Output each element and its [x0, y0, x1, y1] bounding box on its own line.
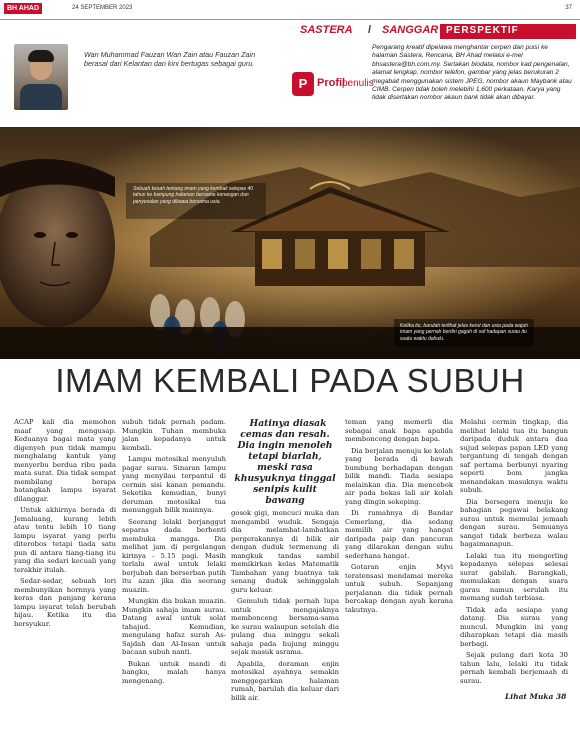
article-paragraph: Di rumahnya di Bandar Cemerlang, dia sedang memilih air yang hangat daripada paip dan pancuran yang dilarakan dengan suhu sederhana hangat.	[345, 509, 453, 560]
author-bio: Wan Muhammad Fauzan Wan Zain atau Fauzan Zain berasal dari Kelantan dan kini bertugas sebagai guru.	[84, 50, 256, 68]
section-separator: /	[368, 24, 372, 36]
newspaper-logo: BH AHAD	[4, 3, 42, 14]
article-column-5	[460, 418, 568, 688]
article-paragraph: Untuk akhirnya berada di Jemaluang, kurang lebih atau tentu lebih 10 tiang lampu isyarat yang perlu diterobos tetapi tiada satu pun di antara tiang-tiang itu yang dia sedari kecuali yang terakhir itulah.	[14, 506, 116, 574]
section-header	[300, 24, 575, 40]
article-paragraph: Melalui cermin tingkap, dia melihat lelaki tua itu bangun daripada duduk antara dua sujud selepas papan LED yang tergantung di tengah dengan saf pertama berbunyi nyaring seperti bom jangka menandakan masuknya waktu subuh.	[460, 418, 568, 494]
submission-guidelines: Pengarang kreatif dipelawa menghantar cerpen dan puisi ke halaman Sastera, Rencana, BH Ahad melalui e-mel bhsastera@bh.com.my. Sertakan biodata, nombor kad pengenalan, alamat lengkap, nombor telefon, gambar yang jelas berukuran 2 megabait menggunakan sistem JPEG, nombor akaun Maybank atau CIMB. Cerpen tidak boleh melebihi 1,600 perkataan. Karya yang tidak disertakan nombor akaun bank tidak akan dibayar.	[372, 44, 572, 102]
article-column-1	[14, 418, 116, 631]
article-paragraph: Lelaki tua itu mengerling kepadanya selepas selesai surat gabilah. Barangkali, memulakan dengan suara garau namun serulah itu memang sudah terbiasa.	[460, 551, 568, 602]
section-label-perspektif: PERSPEKTIF	[440, 24, 576, 39]
article-column-2	[122, 418, 226, 688]
author-photo	[14, 44, 68, 110]
article-column-3	[231, 418, 339, 705]
penulis-label: penulis	[342, 78, 374, 89]
masthead-bar	[0, 0, 580, 20]
section-title: SASTERA	[300, 24, 353, 36]
article-paragraph: Sejak pulang dari kota 30 tahun lalu, lelaki itu tidak pernah kembali berjemaah di surau.	[460, 651, 568, 685]
hero-caption-bottom: Ketika itu, barulah terlihat jelas kerut dan usia pada wajah imam yang pernah berdiri gagah di saf hadapan surau itu suatu waktu dahulu.	[400, 323, 528, 342]
article-paragraph: subuh tidak pernah padam. Mungkin Tuhan membuka jalan kepadanya untuk kembali.	[122, 418, 226, 452]
article-paragraph: Mungkin dia bukan muazin. Mungkin sahaja imam surau. Datang awal untuk solat tahajud. Kemudian, mengulang hafaz surah As-Sajdah dan Al-Insan untuk bacaan subuh nanti.	[122, 597, 226, 656]
article-paragraph: ACAP kali dia memohon maaf yang mengusap. Keduanya bagai mata yang digenyeh pun tidak mampu menghalang kantuk yang menyerbu berdua ribu pada mata surat. Dia tidak sempat membilang berapa batangkah lampu isyarat dilanggar.	[14, 418, 116, 503]
article-paragraph: Apabila, doraman enjin motosikal ayahnya semakin menggegarkan halaman rumah, barulah dia keluar dari bilik air.	[231, 659, 339, 702]
article-paragraph: Tidak ada sesiapa yang datang. Dia surau yang muncul. Mungkin ini yang diharapkan tetapi dia masih berbagi.	[460, 605, 568, 648]
article-paragraph: Seorang lelaki berjanggut separas dada berhenti membuka mangga. Dia melihat jam di pergelangan kirinya - 5.15 pagi. Masih terlalu awal untuk lelaki berjubah dan berserban putih itu azan jika dia seorang muazin.	[122, 517, 226, 594]
article-paragraph: gosok gigi, mencuci muka dan mengambil wuduk. Sengaja dia melambat-lambatkan pergerakannya di bilik air dengan duduk termenung di mangkuk tandas sambil memikirkan kelas Matematik Tambahan yang buatnya tak senang duduk sehinggalah guru keluar.	[231, 509, 339, 594]
article-paragraph: Dia bersegera menuju ke bahagian pegawai belakang surau untuk memulai jemaah dengan surau. Semuanya sangat tidak berbeza walau bagaimanapun.	[460, 497, 568, 548]
profil-penulis-badge	[292, 72, 374, 98]
article-paragraph: Dia berjalan menuju ke kolah yang berada di bawah bumbung berhadapan dengan bilik mandi. Tiada sesiapa melainkan dia. Dia mencebok air pada bekas lali air kolah yang dingin sekeping.	[345, 446, 453, 506]
issue-date: 24 SEPTEMBER 2023	[72, 5, 133, 11]
article-paragraph: Bukan untuk mandi di bangku, malah hanya mengenang.	[122, 659, 226, 685]
article-paragraph: Sedar-sedar, sebuah lori membunyikan hornnya yang keras dan panjang kerana lampu isyarat telah berubah hijau. Ketika itu dia bersyukur.	[14, 577, 116, 628]
page-number: 37	[565, 5, 572, 11]
article-paragraph: Lampu motosikal menyuluh pagar surau. Sinaran lampu yang menyilau terpantul di cermin sisi kanan pemandu. Seketika kemudian, bunyi deruman motosikal tua menunggah bilik mainnya.	[122, 455, 226, 514]
article-paragraph: Gotaran enjin Myvi teratensasi mendamai mereka untuk subuh. Sepanjang perjalanan dia tidak pernah bercakap dengan ayah kerana takutnya.	[345, 563, 453, 614]
article-paragraph: teman yang memerli dia sebagai anak bapa apabila memboncong dengan bapa.	[345, 418, 453, 443]
article-headline: IMAM KEMBALI PADA SUBUH	[55, 362, 525, 399]
article-paragraph: Gemuluh tidak pernah lupa untuk mengajaknya membonceng bersama-sama ke surau walaupun setelah dia pulang dua minggu sekali sahaja pada hujung minggu sejak masuk asrama.	[231, 597, 339, 656]
article-column-4	[345, 418, 453, 617]
continued-on-page[interactable]: Lihat Muka 38	[505, 692, 567, 701]
hero-caption-top: Sebuah kesah tentang imam yang kembali selepas 40 tahun ke kampung halaman bersama kenangan dan penyesalan yang dibawa bersama usia.	[133, 186, 254, 205]
section-subtitle: SANGGAR	[382, 24, 439, 36]
profil-icon: P	[292, 72, 314, 96]
author-block	[14, 44, 274, 112]
pull-quote: Hatinya diasak cemas dan resah. Dia ingin menoleh tetapi biarlah, meski rasa khusyuknya tinggal senipis kulit bawang	[234, 418, 336, 506]
profil-label: Profil	[317, 77, 346, 89]
